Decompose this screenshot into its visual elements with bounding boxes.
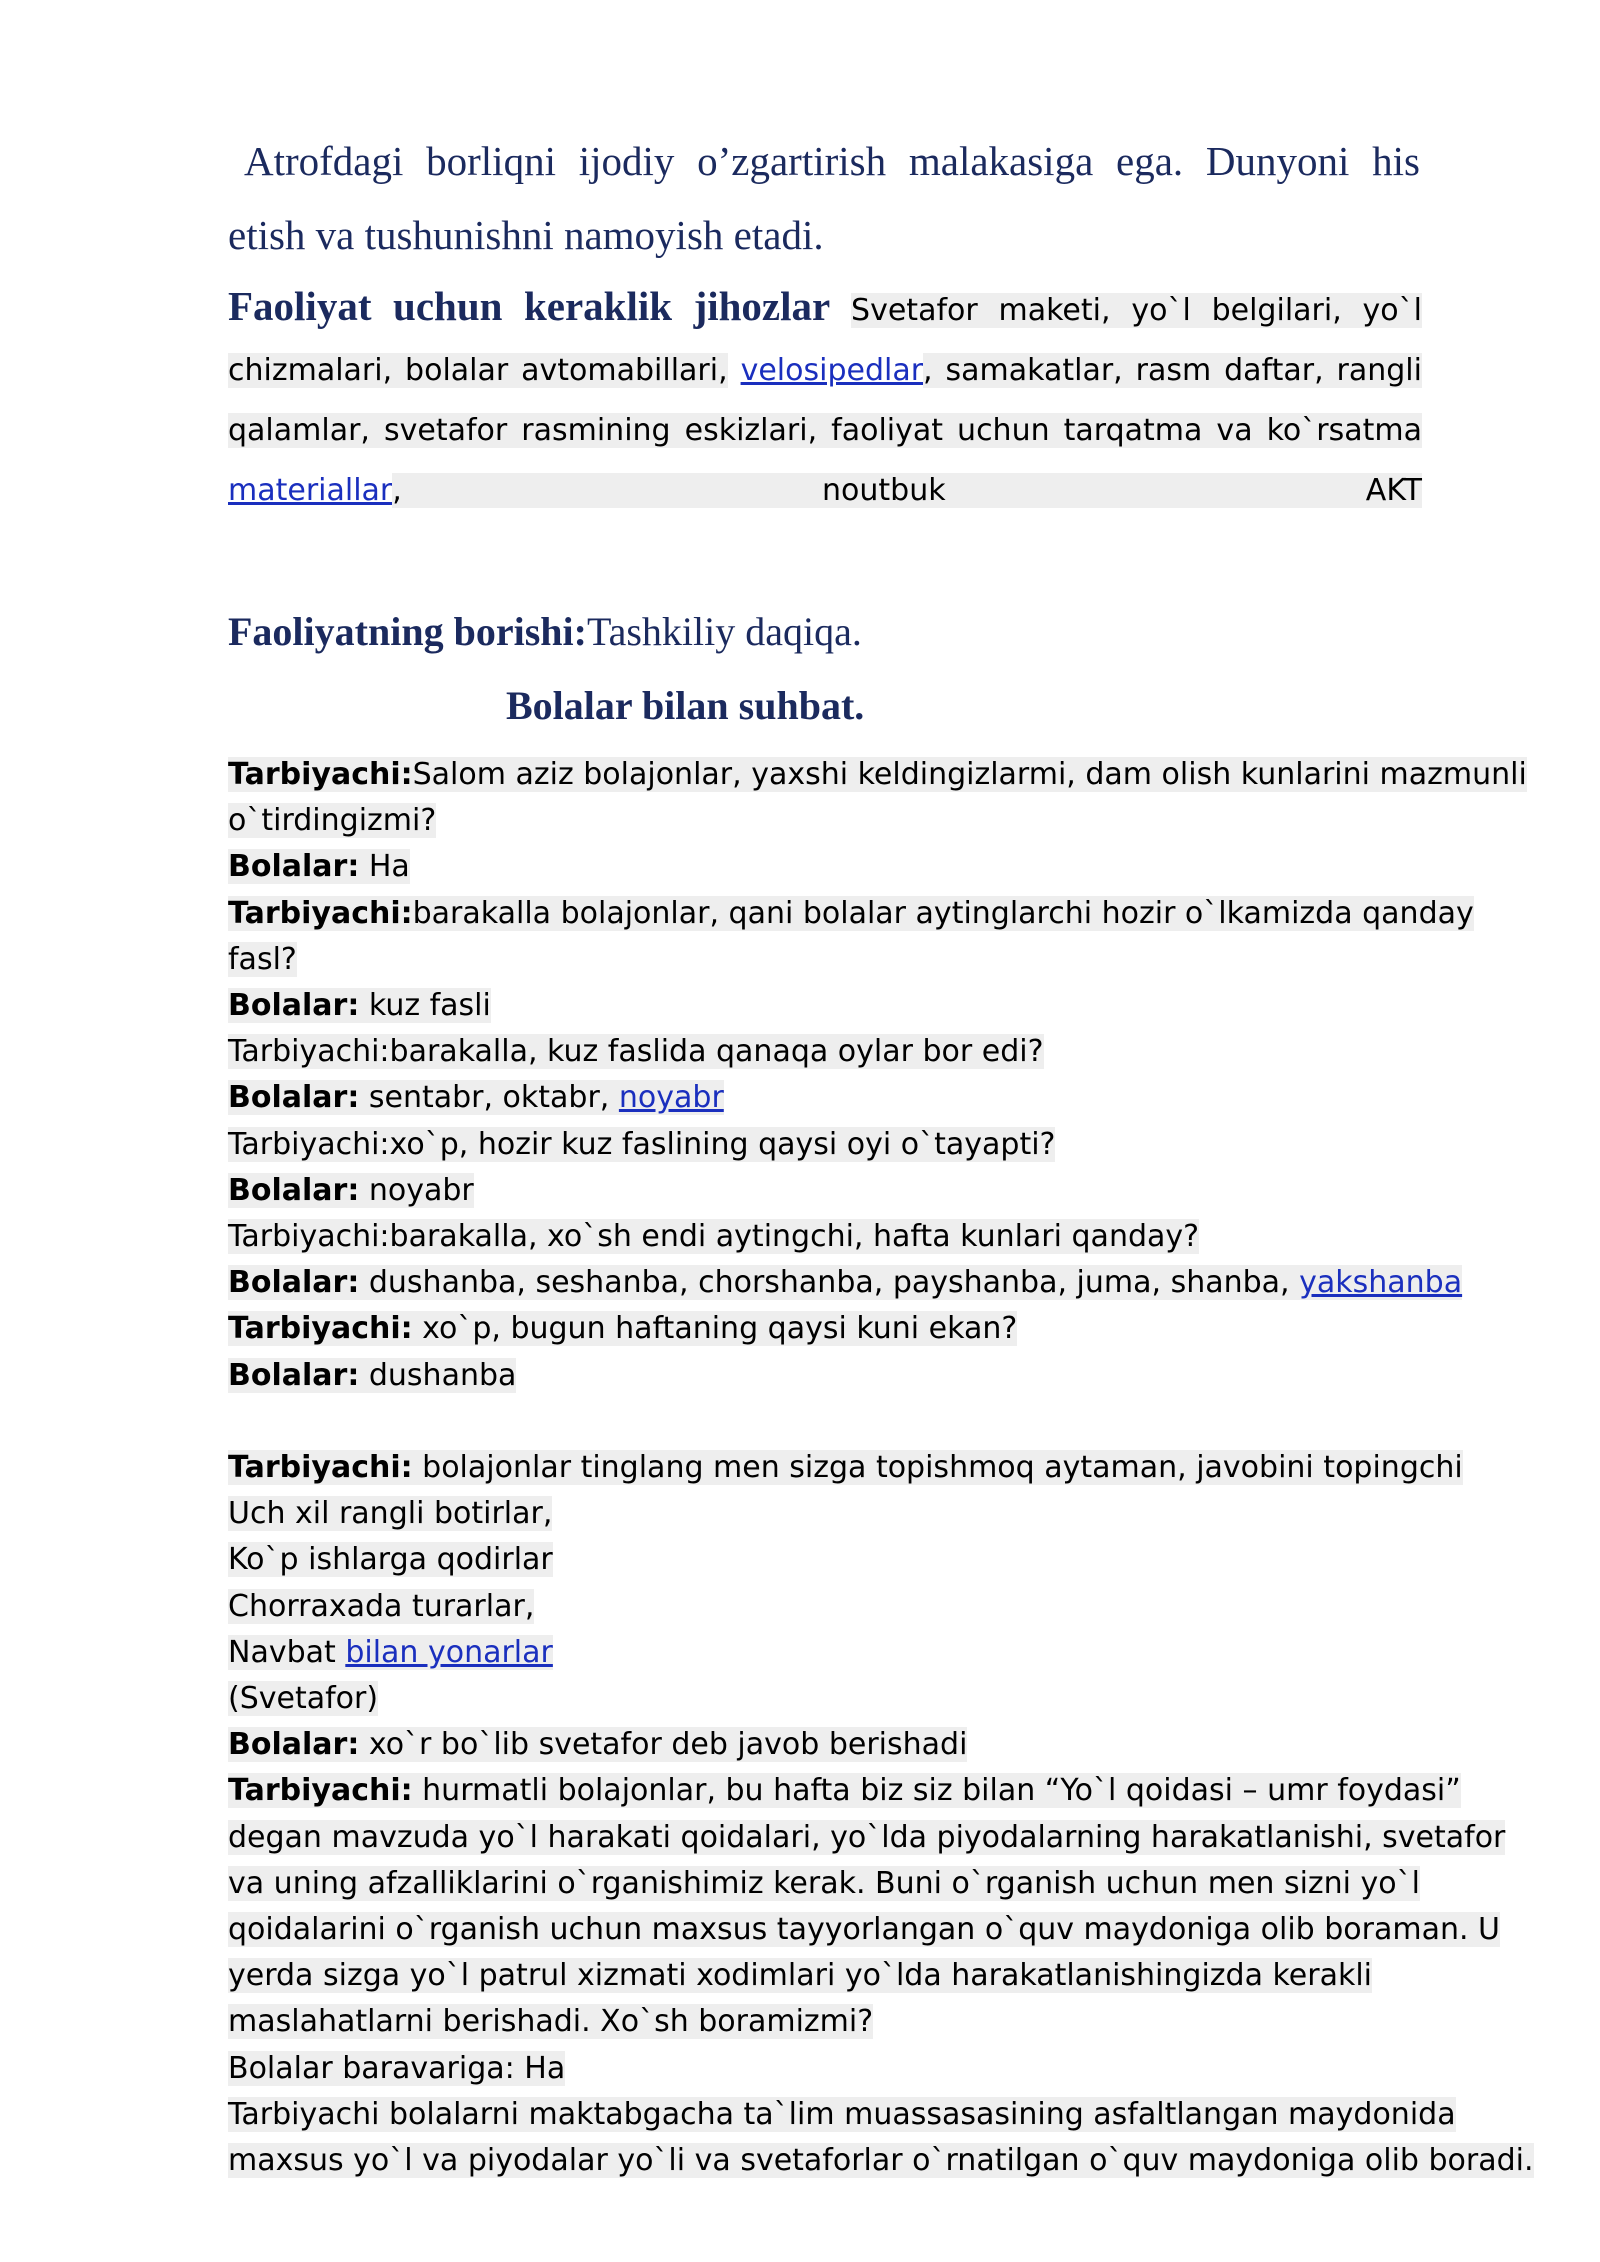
speaker-label: Bolalar:	[228, 1265, 360, 1301]
speech-text: (Svetafor)	[228, 1681, 379, 1717]
dialog-line-text	[228, 1958, 1372, 1993]
speech-text: Tarbiyachi:xo`p, hozir kuz faslining qaysi oyi o`tayapti?	[228, 1126, 1056, 1162]
dialog-line	[228, 1306, 1428, 1352]
dialog-line-text	[228, 1127, 1055, 1162]
dialog-line	[228, 1861, 1428, 1907]
dialog-link[interactable]: yakshanba	[1299, 1265, 1463, 1301]
speech-text: dushanba	[359, 1357, 517, 1393]
dialog-line-text	[228, 896, 1474, 931]
equipment-text-1: Svetafor maketi, yo`l belgilari, yo`l chizmalari, bolalar avtomabillari,	[228, 293, 1422, 388]
dialog-line	[228, 1630, 1428, 1676]
dialog-link[interactable]: noyabr	[618, 1080, 724, 1116]
dialog-line	[228, 1491, 1428, 1537]
speech-text: yerda sizga yo`l patrul xizmati xodimlari yo`lda harakatlanishingizda kerakli	[228, 1958, 1373, 1994]
speech-text: Ko`p ishlarga qodirlar	[228, 1542, 553, 1578]
dialog-line-text	[228, 849, 410, 884]
speech-text: kuz fasli	[359, 988, 491, 1024]
dialog-line-text	[228, 2051, 565, 2086]
dialog-line	[228, 983, 1428, 1029]
speech-text: Ha	[359, 849, 410, 885]
speech-text: dushanba, seshanba, chorshanba, payshanba, juma, shanba,	[359, 1265, 1300, 1301]
dialog-block	[228, 752, 1534, 2184]
dialog-line-text	[228, 1727, 967, 1762]
speaker-label: Tarbiyachi:	[228, 895, 413, 931]
speech-text: Chorraxada turarlar,	[228, 1588, 535, 1624]
dialog-line-text	[228, 1080, 724, 1115]
equipment-link-materiallar[interactable]: materiallar	[228, 473, 393, 508]
speech-text: Bolalar baravariga: Ha	[228, 2050, 566, 2086]
speech-text: bolajonlar tinglang men sizga topishmoq aytaman, javobini topingchi	[412, 1450, 1463, 1486]
dialog-line-text	[228, 1773, 1461, 1808]
dialog-line	[228, 2092, 1456, 2138]
dialog-line-text	[228, 1496, 552, 1531]
speech-text: barakalla bolajonlar, qani bolalar aytinglarchi hozir o`lkamizda qanday	[412, 895, 1474, 931]
dialog-line-text	[228, 1820, 1505, 1855]
dialog-line	[228, 1584, 1428, 1630]
speaker-label: Bolalar:	[228, 1172, 360, 1208]
dialog-line-text	[228, 1866, 1420, 1901]
speech-text: Salom aziz bolajonlar, yaxshi keldingizlarmi, dam olish kunlarini mazmunli	[412, 757, 1527, 792]
speaker-label: Bolalar:	[228, 988, 360, 1024]
dialog-line	[228, 1953, 1428, 1999]
speech-text: Tarbiyachi:barakalla, xo`sh endi aytingchi, hafta kunlari qanday?	[228, 1219, 1200, 1255]
dialog-line	[228, 2046, 1428, 2092]
equipment-heading: Faoliyat uchun keraklik jihozlar	[228, 283, 831, 329]
dialog-line	[228, 1260, 1463, 1306]
dialog-line-text	[228, 1311, 1017, 1346]
dialog-line	[228, 798, 1428, 844]
intro-paragraph: Atrofdagi borliqni ijodiy o’zgartirish malakasiga ega. Dunyoni his etish va tushunishni namoyish etadi.	[228, 138, 1420, 258]
speaker-label: Tarbiyachi:	[228, 757, 413, 792]
dialog-line-text	[228, 2004, 873, 2039]
speaker-label: Bolalar:	[228, 849, 360, 885]
dialog-line	[228, 1815, 1506, 1861]
dialog-line-text	[228, 1034, 1044, 1069]
dialog-line	[228, 1353, 1428, 1399]
speech-text: xo`r bo`lib svetafor deb javob berishadi	[359, 1727, 968, 1763]
speech-text: Tarbiyachi:barakalla, kuz faslida qanaqa oylar bor edi?	[228, 1034, 1044, 1070]
dialog-line	[228, 1768, 1461, 1814]
equipment-text-3: , noutbuk AKT	[392, 473, 1422, 508]
dialog-line	[228, 2138, 1534, 2184]
dialog-line	[228, 1214, 1428, 1260]
dialog-line-text	[228, 2143, 1534, 2178]
speech-text: hurmatli bolajonlar, bu hafta biz siz bilan “Yo`l qoidasi – umr foydasi”	[412, 1773, 1461, 1809]
dialog-line	[228, 1999, 1428, 2045]
speech-text: Navbat	[228, 1634, 346, 1670]
dialog-line	[228, 1907, 1500, 1953]
speech-text: sentabr, oktabr,	[359, 1080, 619, 1116]
dialog-line-text	[228, 1542, 553, 1577]
dialog-line-text	[228, 942, 297, 977]
dialog-line-text	[228, 1265, 1462, 1300]
speech-text: Uch xil rangli botirlar,	[228, 1496, 553, 1532]
dialog-line-text	[228, 1173, 474, 1208]
speaker-label: Bolalar:	[228, 1727, 360, 1763]
dialog-line	[228, 1029, 1428, 1075]
dialog-line-text	[228, 1219, 1199, 1254]
dialog-line	[228, 891, 1474, 937]
dialog-line	[228, 752, 1527, 798]
dialog-line-text	[228, 988, 491, 1023]
blank-line	[228, 1399, 1428, 1445]
dialog-line-text	[228, 803, 436, 838]
flow-heading: Faoliyatning borishi:	[228, 609, 587, 654]
equipment-text-2: , samakatlar, rasm daftar, rangli qalamlar, svetafor rasmining eskizlari, faoliyat uchun tarqatma va ko`rsatma	[228, 353, 1422, 448]
dialog-line-text	[228, 757, 1527, 792]
chat-title: Bolalar bilan suhbat.	[506, 683, 865, 728]
speech-text: maxsus yo`l va piyodalar yo`li va svetaforlar o`rnatilgan o`quv maydoniga olib boradi.	[228, 2143, 1534, 2179]
speech-text: degan mavzuda yo`l harakati qoidalari, yo`lda piyodalarning harakatlanishi, svetafor	[228, 1819, 1506, 1855]
speech-text: maslahatlarni berishadi. Xo`sh boramizmi?	[228, 2004, 874, 2040]
dialog-link[interactable]: bilan yonarlar	[345, 1634, 553, 1670]
flow-subheading: Tashkiliy daqiqa.	[586, 609, 862, 654]
speech-text: qoidalarini o`rganish uchun maxsus tayyorlangan o`quv maydoniga olib boraman. U	[228, 1912, 1500, 1948]
dialog-line-text	[228, 1635, 553, 1670]
dialog-line	[228, 1122, 1428, 1168]
speaker-label: Tarbiyachi:	[228, 1450, 413, 1486]
speech-text: xo`p, bugun haftaning qaysi kuni ekan?	[412, 1311, 1018, 1347]
dialog-line-text	[228, 2097, 1456, 2132]
dialog-line	[228, 1537, 1428, 1583]
speaker-label: Bolalar:	[228, 1080, 360, 1116]
dialog-line-text	[228, 1450, 1463, 1485]
speech-text: o`tirdingizmi?	[228, 803, 437, 839]
dialog-line	[228, 1722, 1428, 1768]
dialog-line	[228, 1168, 1428, 1214]
speech-text: fasl?	[228, 941, 297, 977]
speaker-label: Tarbiyachi:	[228, 1773, 413, 1809]
dialog-line-text	[228, 1912, 1500, 1947]
dialog-line	[228, 937, 1428, 983]
dialog-line	[228, 1075, 1428, 1121]
speaker-label: Tarbiyachi:	[228, 1311, 413, 1347]
dialog-line-text	[228, 1681, 378, 1716]
dialog-line	[228, 1676, 1428, 1722]
speech-text: va uning afzalliklarini o`rganishimiz kerak. Buni o`rganish uchun men sizni yo`l	[228, 1865, 1420, 1901]
equipment-link-velosipedlar[interactable]: velosipedlar	[740, 353, 924, 388]
dialog-line	[228, 844, 1428, 890]
speech-text: Tarbiyachi bolalarni maktabgacha ta`lim muassasasining asfaltlangan maydonida	[228, 2096, 1456, 2132]
dialog-line	[228, 1445, 1463, 1491]
flow-heading-line	[228, 604, 862, 660]
speaker-label: Bolalar:	[228, 1357, 360, 1393]
speech-text: noyabr	[359, 1172, 474, 1208]
dialog-line-text	[228, 1589, 534, 1624]
dialog-line-text	[228, 1358, 516, 1393]
equipment-paragraph	[228, 276, 1422, 521]
